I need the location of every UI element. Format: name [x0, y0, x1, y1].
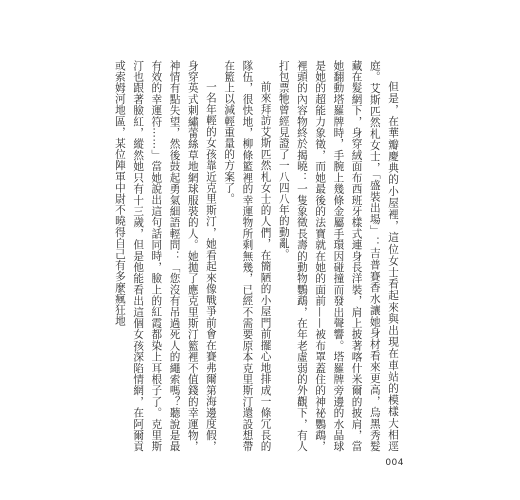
paragraph-1: 但是，在華瓣慶典的小屋裡，這位女士看起來與出現在車站的模樣大相逕庭。艾斯匹然札女士，「盛裝出場」：吉普賽香水讓她身材看來更高，烏黑秀髮藏在髮網下，身穿絨面布西班牙樣式連身長洋裝，肩上披著喀什米爾的披肩，當她翻動塔羅牌時，手腕上幾條金屬手環因碰撞而發出聲響。塔羅牌旁邊的水晶球是她的超能力象徵，而她最後的法寶就在她的面前——被布罩蓋住的神祕鸚鵡，裡頭的內容物終於揭曉：一隻象徵長壽的動物鸚鵡，在年老虛弱的外觀下，有人打包票牠曾經見證了一八四八年的動亂。	[277, 60, 399, 452]
paragraph-2: 前來拜訪艾斯匹然札女士的人們，在簡陋的小屋門前擺心地排成一條冗長的隊伍，很快地，柳條籃裡的幸運物所剩無幾，已經不需要原本克里斯汀還設想帶在籃上以減輕重量的方案了。	[223, 60, 272, 452]
body-text	[102, 60, 402, 452]
page-number: 004	[385, 458, 404, 468]
paragraph-3: 一名年輕的女孩靠近克里斯汀，她看起來像戰爭前會在賽弗爾第海邊度假，身穿英式刺繡蕾絲草地網球服裝的人。她拋了應克里斯汀籃裡不值錢的幸運物，神情有點失望，然後鼓起勇氣細語輕問：「您沒有吊過死人的繩索嗎？聽說是最有效的幸運符……」當她說出這句話同時，臉上的紅霞都染上耳根子了。克里斯汀也跟著臉紅，縱然她只有十三歲，但是他能看出這個女孩深陷情網，在阿爾貢或索姆河地區，某位陣軍中尉不曉得自己有多麼瘋狂地	[113, 60, 217, 452]
